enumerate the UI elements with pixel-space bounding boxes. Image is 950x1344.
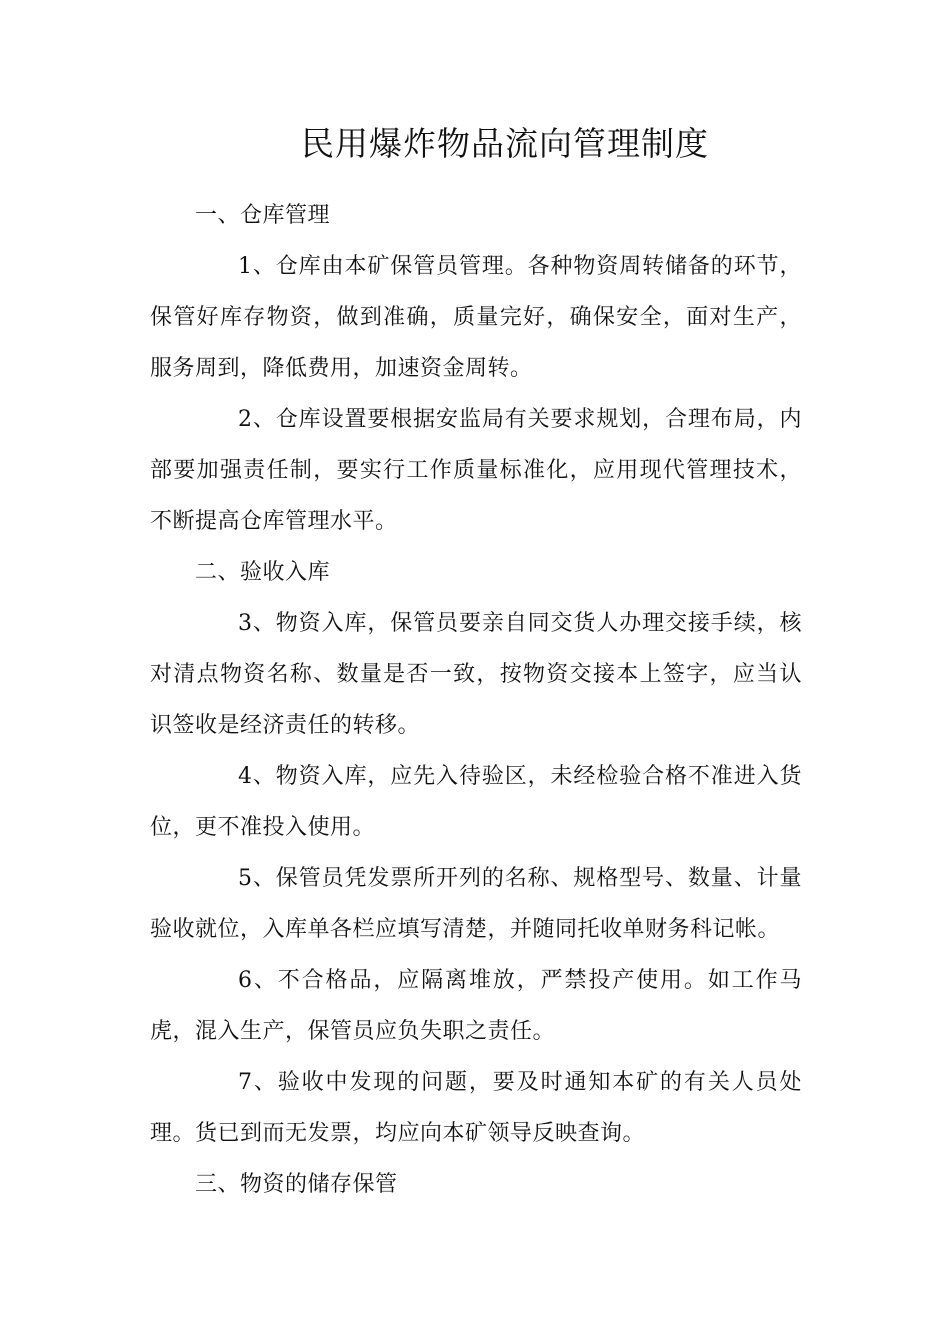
paragraph-item-5: 5、保管员凭发票所开列的名称、规格型号、数量、计量验收就位，入库单各栏应填写清楚，并随同托收单财务科记帐。 [150,866,802,942]
paragraph-item-4: 4、物资入库，应先入待验区，未经检验合格不准进入货位，更不准投入使用。 [150,764,802,840]
document-title: 民用爆炸物品流向管理制度 [301,124,709,163]
section-heading-storage: 三、物资的储存保管 [195,1172,398,1197]
document-body [150,190,802,1210]
paragraph-item-2: 2、仓库设置要根据安监局有关要求规划，合理布局，内部要加强责任制，要实行工作质量标准化，应用现代管理技术，不断提高仓库管理水平。 [150,407,802,534]
paragraph-item-3: 3、物资入库，保管员要亲自同交货人办理交接手续，核对清点物资名称、数量是否一致，按物资交接本上签字，应当认识签收是经济责任的转移。 [150,611,802,738]
paragraph-item-6: 6、不合格品，应隔离堆放，严禁投产使用。如工作马虎，混入生产，保管员应负失职之责任。 [150,968,802,1044]
paragraph-item-7: 7、验收中发现的问题，要及时通知本矿的有关人员处理。货已到而无发票，均应向本矿领导反映查询。 [150,1070,802,1146]
section-heading-acceptance: 二、验收入库 [195,560,331,585]
section-heading-warehouse-management: 一、仓库管理 [195,203,331,228]
paragraph-item-1: 1、仓库由本矿保管员管理。各种物资周转储备的环节，保管好库存物资，做到准确，质量完好，确保安全，面对生产，服务周到，降低费用，加速资金周转。 [150,254,802,381]
